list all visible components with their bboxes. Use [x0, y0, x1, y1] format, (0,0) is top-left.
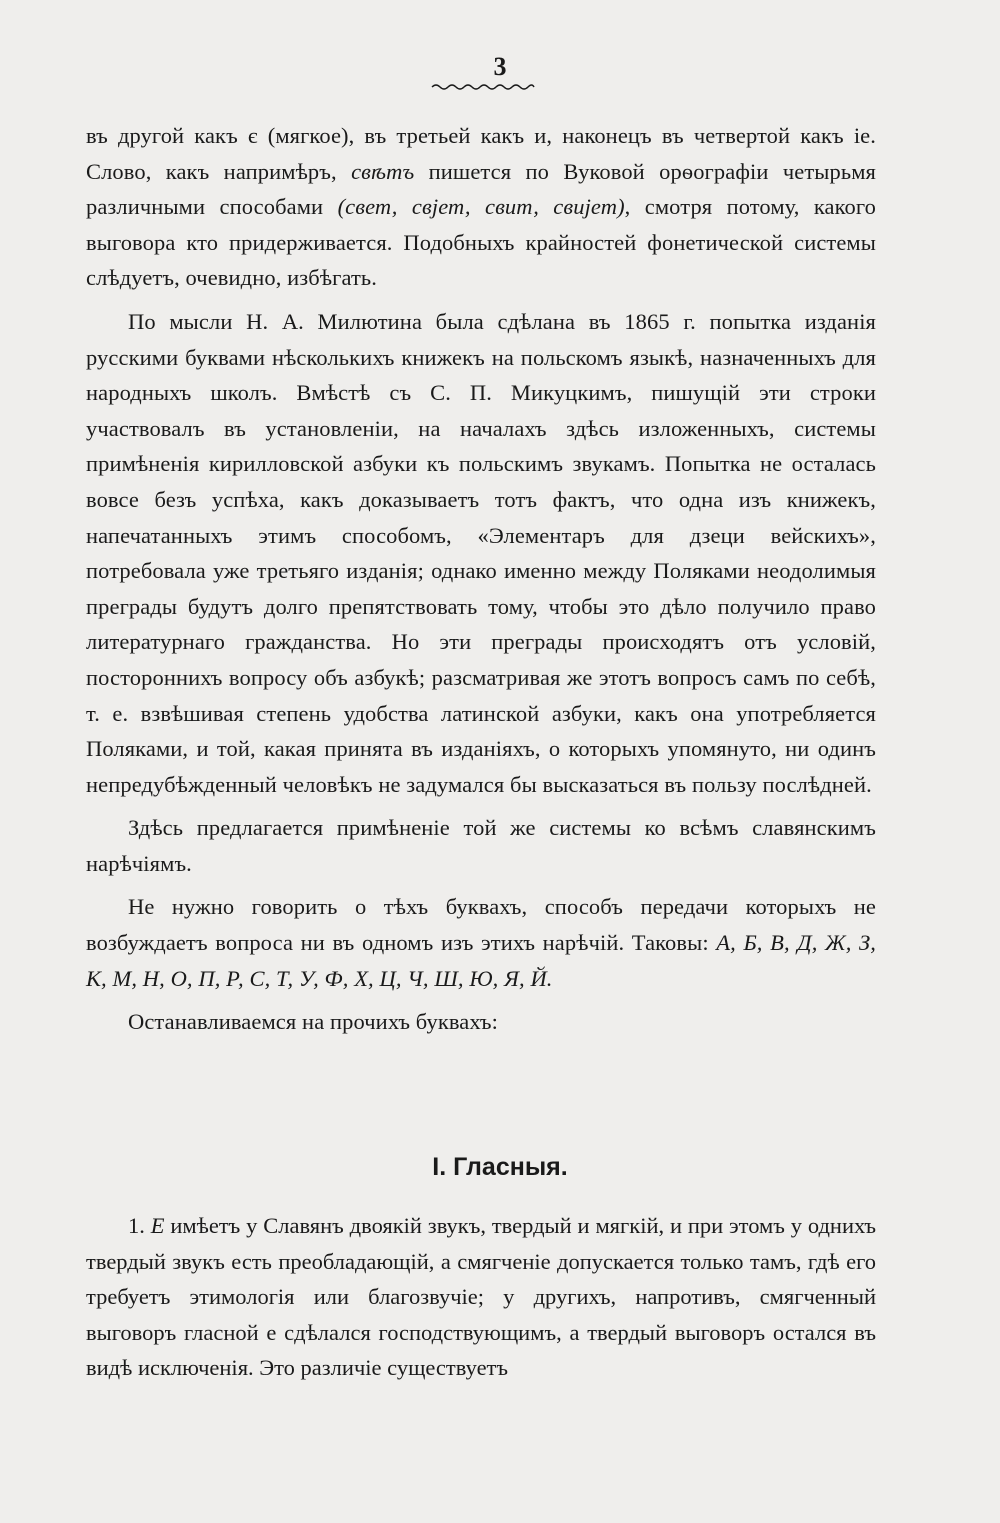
italic-text: свѣтъ [351, 158, 415, 184]
paragraph [86, 118, 876, 296]
paragraph [86, 1208, 876, 1386]
page-number: 3 [493, 52, 507, 81]
paragraph [86, 304, 876, 802]
main-text-column [86, 118, 876, 1040]
wavy-ornament [430, 82, 536, 92]
section-text-column [86, 1208, 876, 1386]
text-run: , смотря потому, какого выговора кто придерживается. Подобныхъ крайностей фонетической системы слѣдуетъ, очевидно, избѣгать. [86, 194, 877, 291]
italic-text: (свет, свјет, свит, свијет) [337, 194, 625, 220]
paragraph [86, 1004, 876, 1040]
italic-text: А, Б, В, Д, Ж, З, К, М, Н, О, П, Р, С, Т, У, Ф, Х, Ц, Ч, Ш, Ю, Я, Й. [86, 930, 876, 991]
text-run: 1. [128, 1213, 151, 1238]
text-run: Останавливаемся на прочихъ буквахъ: [128, 1009, 498, 1035]
paragraph [86, 889, 876, 996]
text-run: Не нужно говорить о тѣхъ буквахъ, способъ передачи которыхъ не возбуждаетъ вопроса ни въ одномъ изъ этихъ нарѣчій. Таковы: [86, 894, 876, 956]
text-run: Здѣсь предлагается примѣненіе той же системы ко всѣмъ славянскимъ нарѣчіямъ. [86, 815, 876, 876]
paragraph [86, 810, 876, 881]
text-run: въ другой какъ є (мягкое), въ третьей какъ и, наконецъ въ четвертой какъ іе. Слово, какъ напримѣръ, [86, 123, 876, 184]
italic-text: Е [150, 1213, 165, 1238]
text-run: По мысли Н. А. Милютина была сдѣлана въ 1865 г. попытка изданія русскими буквами нѣсколькихъ книжекъ на польскомъ языкѣ, назначенныхъ для народныхъ школъ. Вмѣстѣ съ С. П. Микуцкимъ, пишущій эти строки участвовалъ въ установленіи, на началахъ здѣсь изложенныхъ, системы примѣненія кирилловской азбуки къ польскимъ звукамъ. Попытка не осталась вовсе безъ успѣха, какъ доказываетъ тотъ фактъ, что одна изъ книжекъ, напечатанныхъ этимъ способомъ, «Элементаръ для дзеци вейскихъ», потребовала уже третьяго изданія; однако именно между Поляками неодолимыя преграды будутъ долго препятствовать тому, чтобы это дѣло получило право литературнаго гражданства. Но эти преграды происходятъ отъ условій, постороннихъ вопросу объ азбукѣ; разсматривая же этотъ вопросъ самъ по себѣ, т. е. взвѣшивая степень удобства латинской азбуки, какъ она употребляется Поляками, и той, какая принята въ изданіяхъ, о которыхъ упомянуто, ни одинъ непредубѣжденный человѣкъ не задумался бы высказаться въ пользу послѣдней. [86, 308, 876, 797]
text-run: пишется по Вуковой орѳографіи четырьмя различными способами [86, 158, 876, 220]
text-run: имѣетъ у Славянъ двоякій звукъ, твердый и мягкій, и при этомъ у однихъ твердый звукъ есть преобладающій, а смягченіе допускается только тамъ, гдѣ его требуетъ этимологія или благозвучіе; у другихъ, напротивъ, смягченный выговоръ гласной е сдѣлался господствующимъ, а твердый выговоръ остался въ видѣ исключенія. Это различіе существуетъ [86, 1213, 877, 1381]
section-heading: I. Гласныя. [432, 1153, 568, 1181]
